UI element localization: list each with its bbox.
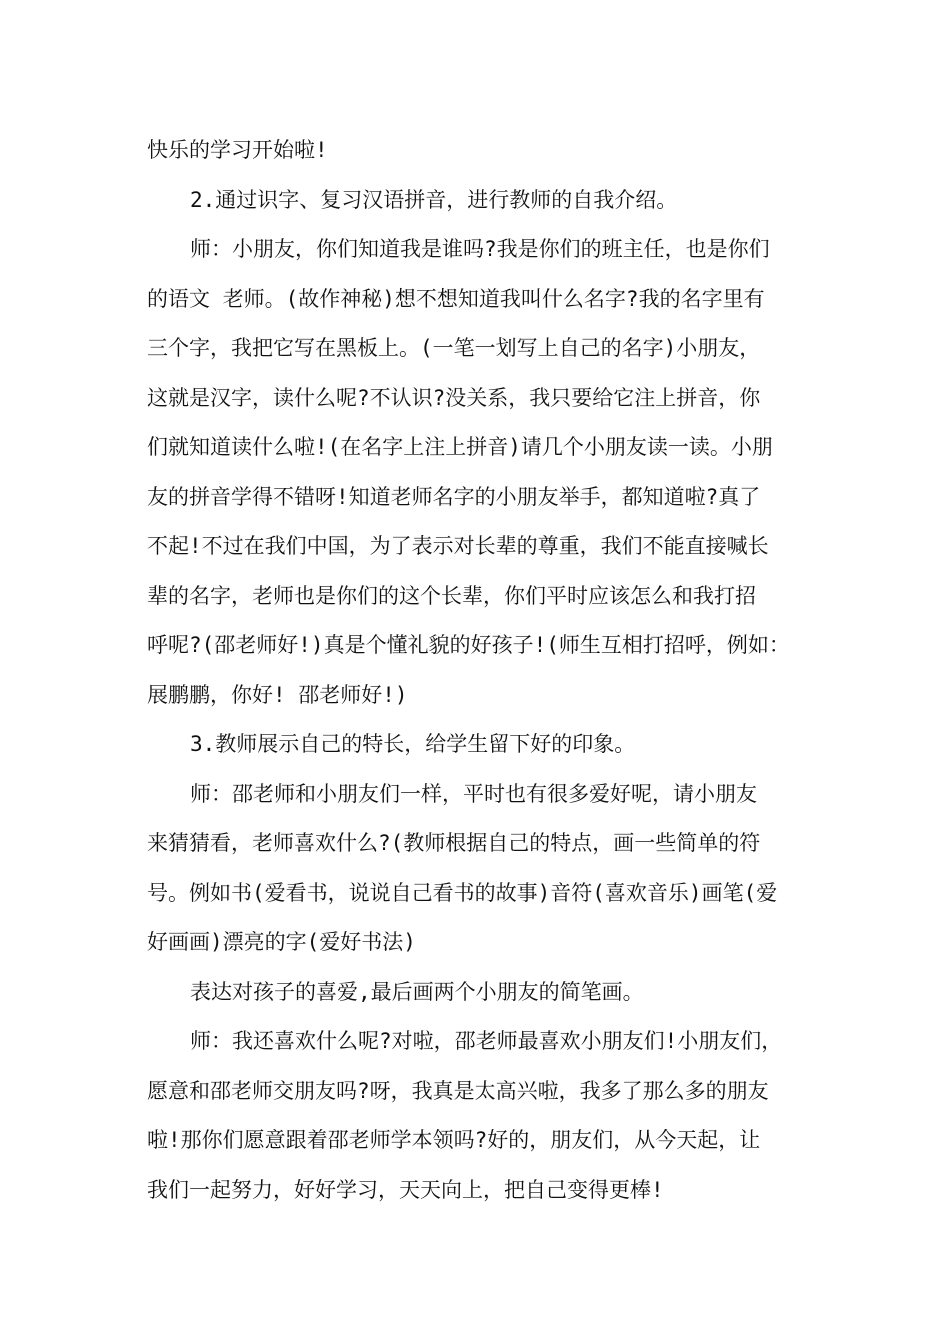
text-line: 来猜猜看，老师喜欢什么?(教师根据自己的特点，画一些简单的符: [147, 831, 761, 855]
text-line: 好画画)漂亮的字(爱好书法): [147, 930, 416, 954]
text-line: 友的拼音学得不错呀!知道老师名字的小朋友举手，都知道啦?真了: [147, 484, 761, 509]
text-line: 展鹏鹏，你好! 邵老师好!): [147, 682, 408, 707]
text-line: 快乐的学习开始啦!: [147, 138, 328, 162]
text-line: 辈的名字，老师也是你们的这个长辈，你们平时应该怎么和我打招: [147, 583, 756, 608]
document-body: [147, 126, 807, 1215]
text-line: 我们一起努力，好好学习，天天向上，把自己变得更棒!: [147, 1177, 664, 1202]
text-line: 表达对孩子的喜爱,最后画两个小朋友的简笔画。: [190, 979, 644, 1004]
text-line: 不起!不过在我们中国，为了表示对长辈的尊重，我们不能直接喊长: [147, 534, 769, 558]
text-line: 3.教师展示自己的特长，给学生留下好的印象。: [190, 732, 636, 756]
text-line: 啦!那你们愿意跟着邵老师学本领吗?好的，朋友们，从今天起，让: [147, 1128, 761, 1152]
text-line: 愿意和邵老师交朋友吗?呀，我真是太高兴啦，我多了那么多的朋友: [147, 1078, 769, 1103]
text-line: 这就是汉字，读什么呢?不认识?没关系，我只要给它注上拼音，你: [147, 385, 761, 410]
text-line: 们就知道读什么啦!(在名字上注上拼音)请几个小朋友读一读。小朋: [147, 435, 773, 459]
text-line: 师：小朋友，你们知道我是谁吗?我是你们的班主任，也是你们: [190, 237, 770, 261]
text-line: 2.通过识字、复习汉语拼音，进行教师的自我介绍。: [190, 187, 678, 212]
text-line: 师：我还喜欢什么呢?对啦，邵老师最喜欢小朋友们!小朋友们，: [190, 1029, 783, 1053]
text-line: 三个字，我把它写在黑板上。(一笔一划写上自己的名字)小朋友，: [147, 336, 761, 360]
text-line: 师：邵老师和小朋友们一样，平时也有很多爱好呢，请小朋友: [190, 781, 757, 806]
text-line: 号。例如书(爱看书，说说自己看书的故事)音符(喜欢音乐)画笔(爱: [147, 880, 778, 905]
text-line: 呼呢?(邵老师好!)真是个懂礼貌的好孩子!(师生互相打招呼，例如：: [147, 633, 790, 657]
text-line: 的语文 老师。(故作神秘)想不想知道我叫什么名字?我的名字里有: [147, 286, 765, 311]
